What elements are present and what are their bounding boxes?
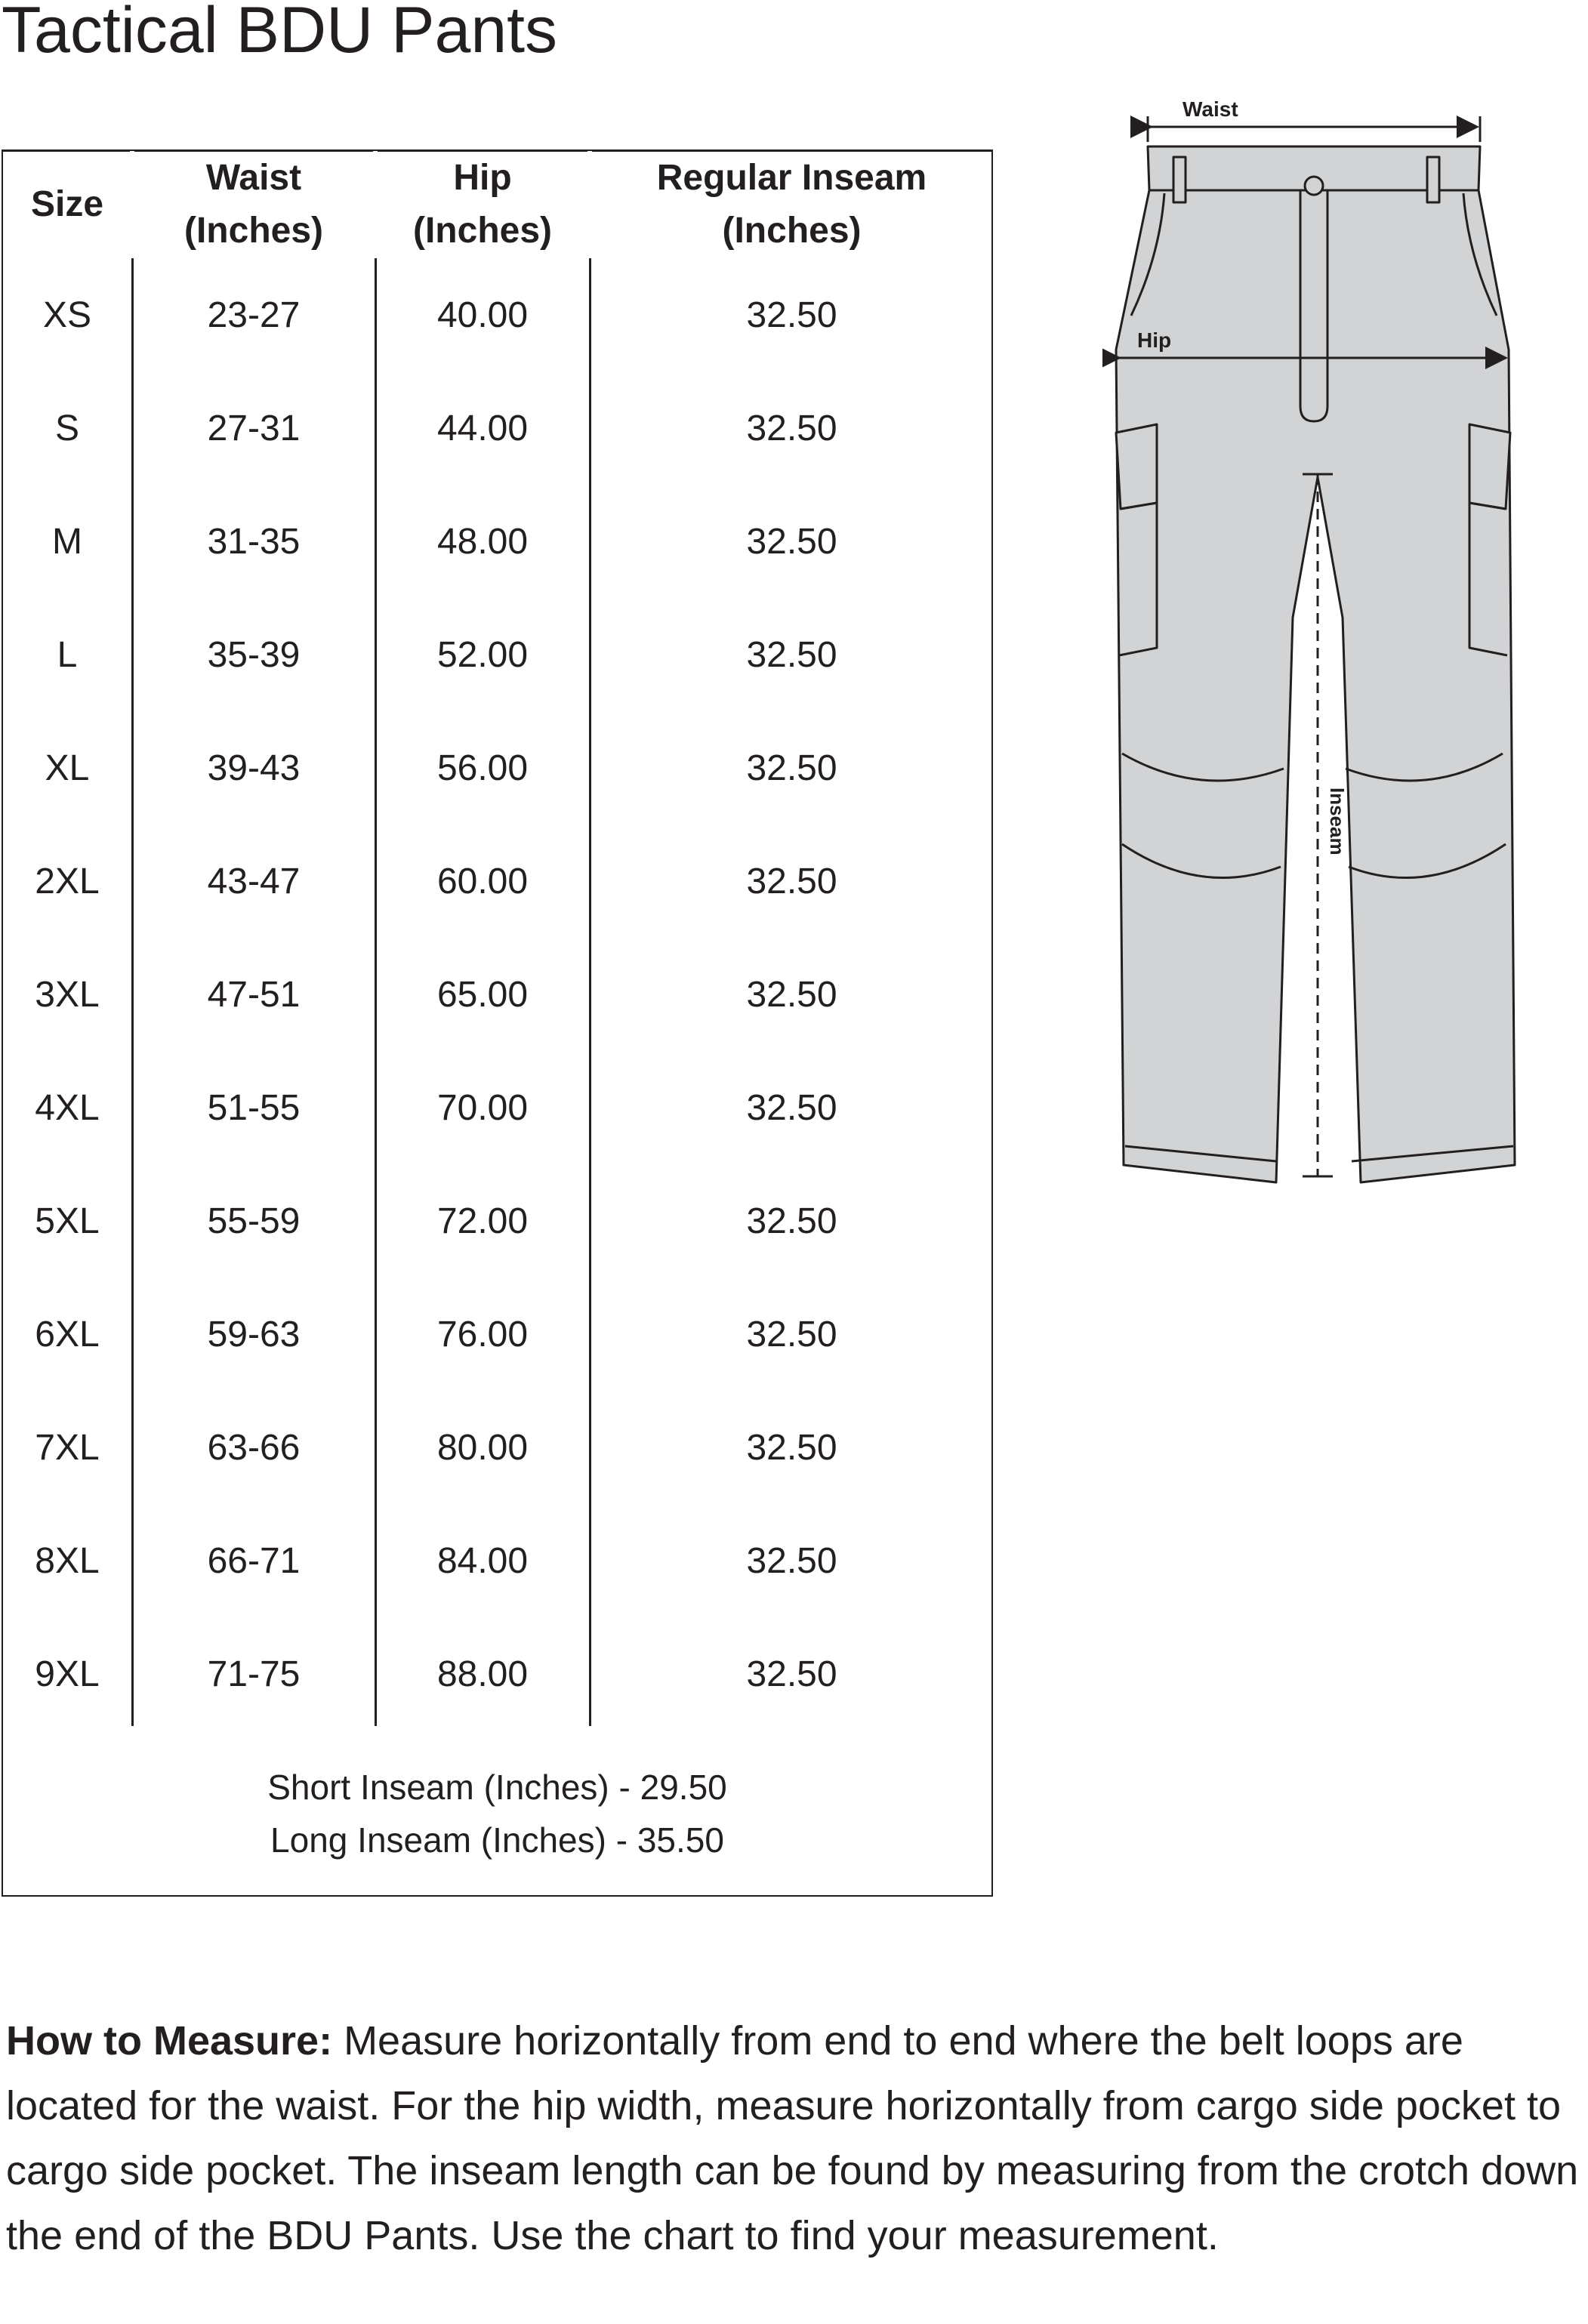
inseam-cell: 32.50	[746, 634, 837, 675]
cargo-flap	[1469, 424, 1510, 509]
hip-cell: 84.00	[436, 1540, 529, 1581]
hip-cell: 88.00	[436, 1654, 529, 1694]
inseam-cell: 32.50	[746, 1427, 837, 1468]
header-waist-label: Waist	[205, 158, 302, 198]
table-row	[3, 938, 991, 1051]
size-cell: L	[57, 634, 78, 675]
table-row	[3, 1504, 991, 1617]
header-size-label: Size	[30, 184, 104, 224]
table-row	[3, 824, 991, 938]
waist-cell: 55-59	[207, 1201, 301, 1241]
table-row	[3, 1164, 991, 1278]
size-cell: 5XL	[35, 1201, 100, 1241]
pants-diagram	[1102, 89, 1525, 1207]
waist-cell: 59-63	[207, 1314, 301, 1355]
waist-cell: 39-43	[207, 747, 301, 788]
belt-loop	[1427, 157, 1439, 202]
header-waist	[133, 151, 375, 258]
waist-cell: 71-75	[207, 1654, 301, 1694]
size-cell: 7XL	[35, 1427, 100, 1468]
table-row	[3, 598, 991, 711]
hip-cell: 52.00	[436, 634, 529, 675]
inseam-cell: 32.50	[746, 747, 837, 788]
inseam-cell: 32.50	[746, 1201, 837, 1241]
size-cell: S	[54, 408, 79, 448]
waist-cell: 63-66	[207, 1427, 301, 1468]
size-cell: 2XL	[35, 861, 100, 902]
header-hip-unit: (Inches)	[412, 211, 553, 251]
hip-cell: 76.00	[436, 1314, 529, 1355]
hip-cell: 56.00	[436, 747, 529, 788]
size-cell: 4XL	[35, 1087, 100, 1128]
pants-outline	[1116, 146, 1515, 1182]
table-row	[3, 1051, 991, 1164]
table-row	[3, 485, 991, 598]
table-body	[3, 258, 991, 1731]
page-title: Tactical BDU Pants	[2, 0, 558, 66]
waist-cell: 31-35	[207, 521, 301, 562]
waist-cell: 51-55	[207, 1087, 301, 1128]
inseam-cell: 32.50	[746, 1314, 837, 1355]
hip-cell: 60.00	[436, 861, 529, 902]
waist-label: Waist	[1183, 97, 1238, 121]
size-cell: M	[52, 521, 82, 562]
waist-button-icon	[1305, 177, 1323, 195]
inseam-cell: 32.50	[746, 408, 837, 448]
header-inseam-label: Regular Inseam	[656, 158, 927, 198]
inseam-cell: 32.50	[746, 521, 837, 562]
inseam-cell: 32.50	[746, 1540, 837, 1581]
inseam-notes	[3, 1761, 991, 1866]
hip-cell: 40.00	[436, 294, 529, 335]
table-row	[3, 711, 991, 824]
size-chart-table	[2, 149, 993, 1897]
short-inseam-note: Short Inseam (Inches) - 29.50	[267, 1768, 727, 1807]
table-row	[3, 1617, 991, 1731]
size-cell: 8XL	[35, 1540, 100, 1581]
waist-cell: 47-51	[207, 974, 301, 1015]
header-waist-unit: (Inches)	[183, 211, 324, 251]
size-cell: 6XL	[35, 1314, 100, 1355]
size-cell: 3XL	[35, 974, 100, 1015]
header-hip	[376, 151, 589, 258]
inseam-cell: 32.50	[746, 294, 837, 335]
table-row	[3, 1278, 991, 1391]
header-size	[3, 151, 131, 258]
how-to-measure-heading: How to Measure:	[6, 2018, 333, 2064]
hip-cell: 48.00	[436, 521, 529, 562]
hip-label: Hip	[1137, 328, 1172, 352]
waist-cell: 27-31	[207, 408, 301, 448]
waist-cell: 43-47	[207, 861, 301, 902]
table-row	[3, 1391, 991, 1504]
long-inseam-note: Long Inseam (Inches) - 35.50	[270, 1820, 724, 1860]
waist-cell: 35-39	[207, 634, 301, 675]
table-row	[3, 258, 991, 371]
inseam-cell: 32.50	[746, 861, 837, 902]
size-cell: 9XL	[35, 1654, 100, 1694]
waist-cell: 66-71	[207, 1540, 301, 1581]
size-cell: XL	[45, 747, 90, 788]
size-cell: XS	[42, 294, 92, 335]
header-inseam	[590, 151, 993, 258]
waist-cell: 23-27	[207, 294, 301, 335]
inseam-cell: 32.50	[746, 1087, 837, 1128]
hip-cell: 44.00	[436, 408, 529, 448]
header-inseam-unit: (Inches)	[722, 211, 862, 251]
hip-cell: 65.00	[436, 974, 529, 1015]
hip-cell: 80.00	[436, 1427, 529, 1468]
belt-loop	[1173, 157, 1186, 202]
table-row	[3, 371, 991, 485]
hip-cell: 72.00	[436, 1201, 529, 1241]
pants-body	[1116, 146, 1515, 1182]
inseam-cell: 32.50	[746, 974, 837, 1015]
cargo-flap	[1116, 424, 1157, 509]
inseam-label: Inseam	[1326, 788, 1349, 855]
inseam-cell: 32.50	[746, 1654, 837, 1694]
header-hip-label: Hip	[453, 158, 512, 198]
how-to-measure-text: Measure horizontally from end to end where the belt loops are located for the waist. For the hip width, measure horizontally from cargo side pocket to cargo side pocket. The inseam length can be found by measuring from the crotch down the end of the BDU Pants. Use the chart to find your measurement.	[6, 2018, 1579, 2258]
hip-cell: 70.00	[436, 1087, 529, 1128]
how-to-measure	[6, 2008, 1584, 2268]
